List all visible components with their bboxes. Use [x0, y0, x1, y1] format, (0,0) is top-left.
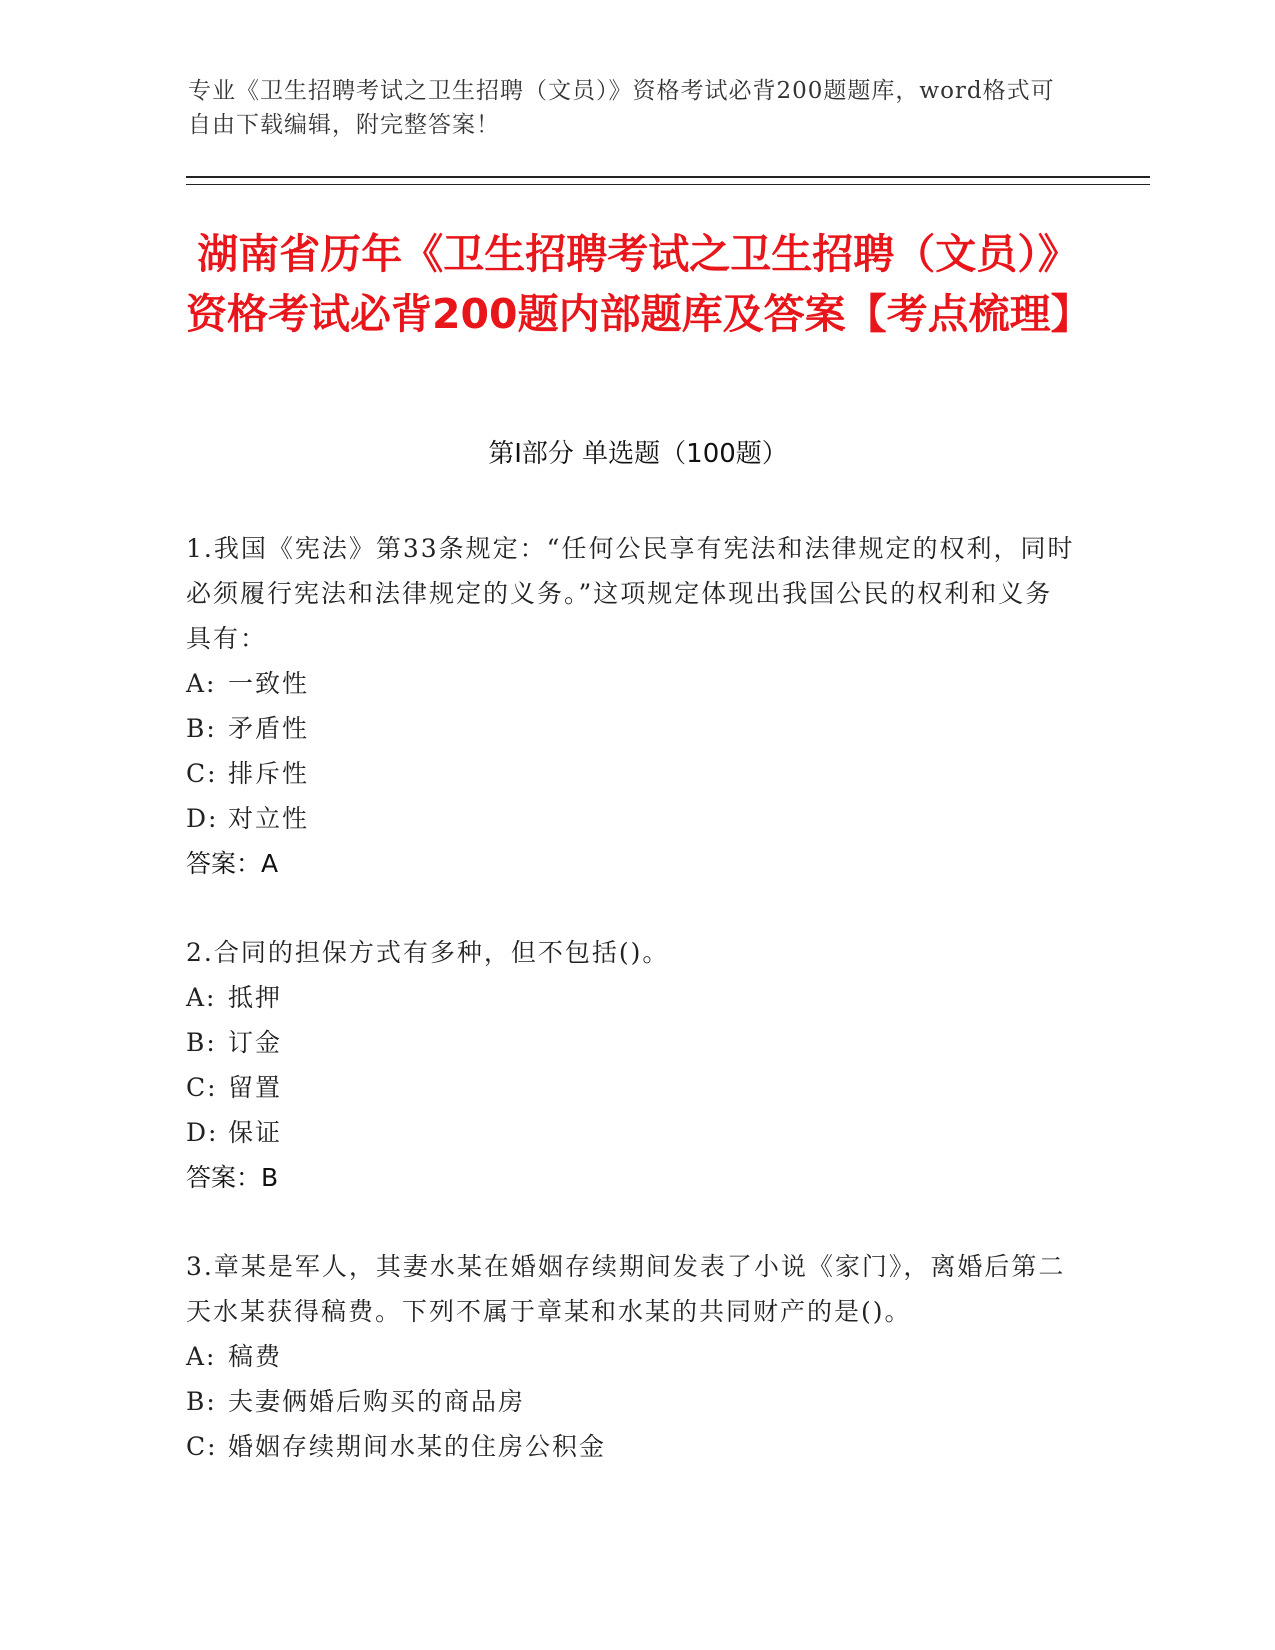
- option-key: B:: [186, 1387, 217, 1416]
- option-key: C:: [186, 1432, 218, 1461]
- option-text: 抵押: [228, 983, 283, 1012]
- option-text: 稿费: [228, 1342, 283, 1371]
- option-text: 一致性: [228, 669, 310, 698]
- answer-line: [186, 841, 1076, 886]
- option-d: [186, 1110, 1076, 1155]
- option-text: 婚姻存续期间水某的住房公积金: [228, 1432, 607, 1461]
- answer-label: 答案：: [186, 849, 262, 878]
- option-key: B:: [186, 714, 217, 743]
- question-3: [186, 1244, 1076, 1469]
- option-c: [186, 1424, 1076, 1469]
- option-text: 矛盾性: [228, 714, 310, 743]
- header-rule-thick: [186, 176, 1150, 178]
- question-stem: 2.合同的担保方式有多种，但不包括()。: [186, 938, 670, 967]
- option-key: C:: [186, 759, 218, 788]
- question-stem: 3.章某是军人，其妻水某在婚姻存续期间发表了小说《家门》，离婚后第二天水某获得稿费。下列不属于章某和水某的共同财产的是()。: [186, 1252, 1066, 1326]
- option-text: 订金: [228, 1028, 283, 1057]
- section-title: 第Ⅰ部分 单选题（100题）: [488, 439, 788, 469]
- option-c: [186, 1065, 1076, 1110]
- option-key: A:: [186, 669, 217, 698]
- answer-line: [186, 1155, 1076, 1200]
- option-text: 排斥性: [228, 759, 310, 788]
- header-rule-thin: [186, 184, 1150, 185]
- document-title: 湖南省历年《卫生招聘考试之卫生招聘（文员）》资格考试必背200题内部题库及答案【考点梳理】: [186, 230, 1092, 338]
- answer-label: 答案：: [186, 1163, 262, 1192]
- option-key: D:: [186, 804, 219, 833]
- question-2: [186, 930, 1076, 1200]
- option-key: A:: [186, 1342, 217, 1371]
- question-list: [186, 526, 1076, 1513]
- answer-value: A: [261, 849, 279, 878]
- option-key: C:: [186, 1073, 218, 1102]
- option-a: [186, 1334, 1076, 1379]
- option-text: 夫妻俩婚后购买的商品房: [228, 1387, 526, 1416]
- option-text: 保证: [228, 1118, 283, 1147]
- option-b: [186, 1020, 1076, 1065]
- option-c: [186, 751, 1076, 796]
- header-note: 专业《卫生招聘考试之卫生招聘（文员）》资格考试必背200题题库，word格式可自由下载编辑，附完整答案！: [188, 78, 1055, 138]
- option-key: B:: [186, 1028, 217, 1057]
- option-key: D:: [186, 1118, 219, 1147]
- option-d: [186, 796, 1076, 841]
- question-stem: 1.我国《宪法》第33条规定：“任何公民享有宪法和法律规定的权利，同时必须履行宪法和法律规定的义务。”这项规定体现出我国公民的权利和义务具有：: [186, 534, 1075, 653]
- answer-value: B: [261, 1163, 279, 1192]
- option-b: [186, 706, 1076, 751]
- option-key: A:: [186, 983, 217, 1012]
- option-b: [186, 1379, 1076, 1424]
- question-1: [186, 526, 1076, 886]
- option-text: 留置: [228, 1073, 283, 1102]
- option-text: 对立性: [228, 804, 310, 833]
- option-a: [186, 975, 1076, 1020]
- option-a: [186, 661, 1076, 706]
